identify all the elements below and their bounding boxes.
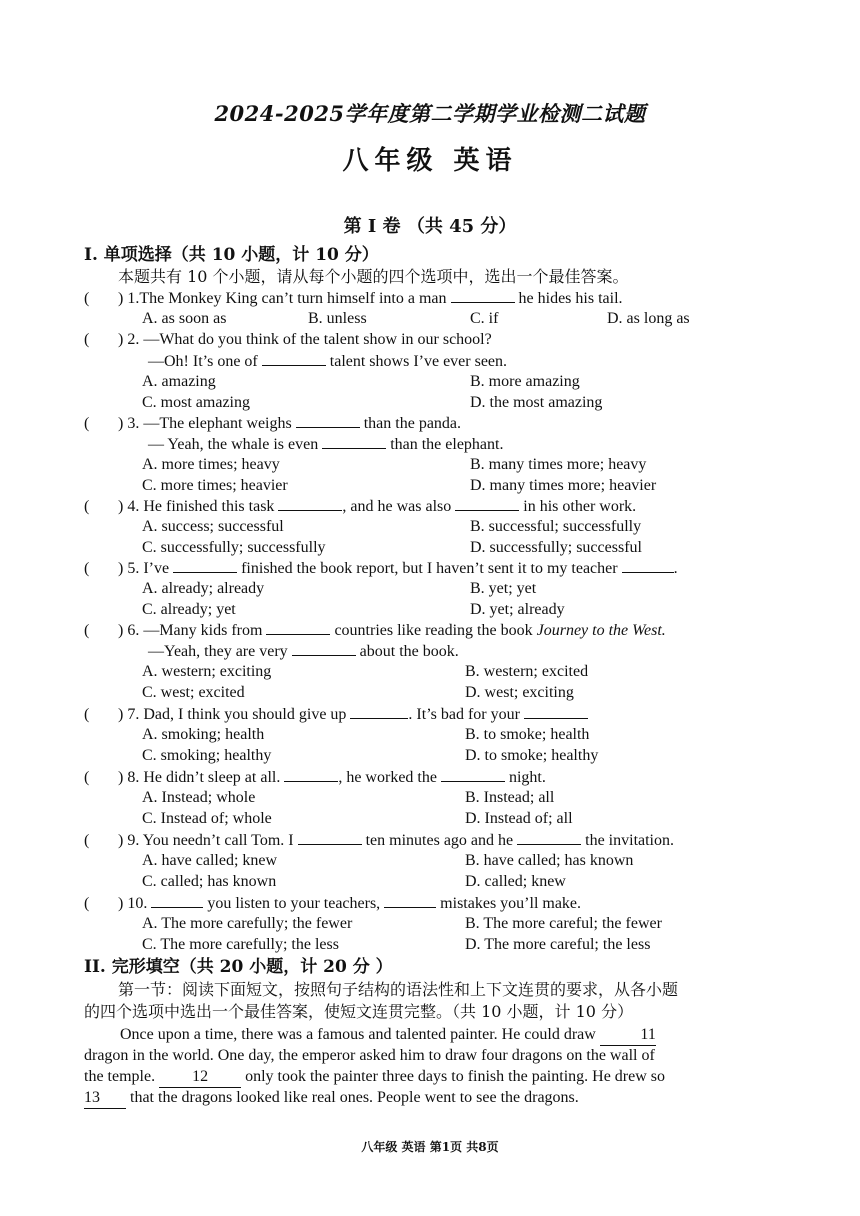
q8-option-b: B. Instead; all xyxy=(465,789,555,806)
exam-subtitle: 八年级 英语 xyxy=(342,146,518,176)
q3-option-d: D. many times more; heavier xyxy=(470,477,657,494)
question-1: ( ) 1.The Monkey King can’t turn himself into a man he hides his tail. xyxy=(84,290,623,307)
q2-option-a: A. amazing xyxy=(142,373,216,390)
q7-option-c: C. smoking; healthy xyxy=(142,747,272,764)
q7-option-b: B. to smoke; health xyxy=(465,726,590,743)
q8-option-a: A. Instead; whole xyxy=(142,789,256,806)
q3-option-a: A. more times; heavy xyxy=(142,456,280,473)
question-8: ( ) 8. He didn’t sleep at all. , he worked the night. xyxy=(84,769,546,786)
q1-option-d: D. as long as xyxy=(607,310,690,327)
section1-heading: I. 单项选择（共 10 小题，计 10 分） xyxy=(84,245,379,265)
q7-option-d: D. to smoke; healthy xyxy=(465,747,599,764)
q4-option-d: D. successfully; successful xyxy=(470,539,642,556)
exam-title: 2024-2025学年度第二学期学业检测二试题 xyxy=(214,101,646,126)
q7-option-a: A. smoking; health xyxy=(142,726,265,743)
question-2: ( ) 2. —What do you think of the talent show in our school? xyxy=(84,331,492,348)
question-10: ( ) 10. you listen to your teachers, mistakes you’ll make. xyxy=(84,895,582,912)
question-5: ( ) 5. I’ve finished the book report, but I haven’t sent it to my teacher . xyxy=(84,560,678,577)
q5-option-b: B. yet; yet xyxy=(470,580,537,597)
question-7: ( ) 7. Dad, I think you should give up . It’s bad for your xyxy=(84,704,588,725)
q4-option-b: B. successful; successfully xyxy=(470,518,642,535)
question-3-reply: — Yeah, the whale is even than the elephant. xyxy=(148,436,504,453)
blank-13: 13 xyxy=(84,1088,126,1109)
page-footer: 八年级 英语 第1页 共8页 xyxy=(361,1140,499,1154)
section2-instruction-1: 第一节：阅读下面短文，按照句子结构的语法性和上下文连贯的要求，从各小题 xyxy=(118,980,679,999)
q10-option-a: A. The more carefully; the fewer xyxy=(142,915,353,932)
question-6: ( ) 6. —Many kids from countries like reading the book Journey to the West. xyxy=(84,622,666,639)
q2-option-c: C. most amazing xyxy=(142,394,250,411)
q9-option-d: D. called; knew xyxy=(465,873,566,890)
section2-heading: II. 完形填空（共 20 小题，计 20 分 ） xyxy=(84,957,393,977)
q6-option-d: D. west; exciting xyxy=(465,684,574,701)
passage-line-1: Once upon a time, there was a famous and talented painter. He could draw 11 xyxy=(120,1025,656,1046)
q4-option-a: A. success; successful xyxy=(142,518,284,535)
q6-option-b: B. western; excited xyxy=(465,663,589,680)
section2-instruction-2: 的四个选项中选出一个最佳答案，使短文连贯完整。（共 10 小题，计 10 分） xyxy=(84,1002,634,1021)
q1-option-b: B. unless xyxy=(308,310,367,327)
q4-option-c: C. successfully; successfully xyxy=(142,539,326,556)
q10-option-d: D. The more careful; the less xyxy=(465,936,651,953)
blank-11: 11 xyxy=(600,1025,656,1046)
section1-instruction: 本题共有 10 个小题，请从每个小题的四个选项中，选出一个最佳答案。 xyxy=(118,267,629,286)
q8-option-d: D. Instead of; all xyxy=(465,810,573,827)
q5-option-d: D. yet; already xyxy=(470,601,565,618)
q9-option-b: B. have called; has known xyxy=(465,852,634,869)
question-2-reply: —Oh! It’s one of talent shows I’ve ever seen. xyxy=(148,353,508,370)
passage-line-4: 13 that the dragons looked like real ones. People went to see the dragons. xyxy=(84,1088,579,1109)
passage-line-3: the temple. 12 only took the painter three days to finish the painting. He drew so xyxy=(84,1067,665,1088)
q8-option-c: C. Instead of; whole xyxy=(142,810,272,827)
question-3: ( ) 3. —The elephant weighs than the panda. xyxy=(84,415,462,432)
q6-option-a: A. western; exciting xyxy=(142,663,272,680)
q5-option-c: C. already; yet xyxy=(142,601,236,618)
q3-option-b: B. many times more; heavy xyxy=(470,456,647,473)
q1-option-a: A. as soon as xyxy=(142,310,227,327)
q1-option-c: C. if xyxy=(470,310,499,327)
q9-option-c: C. called; has known xyxy=(142,873,277,890)
question-6-reply: —Yeah, they are very about the book. xyxy=(148,643,459,660)
q9-option-a: A. have called; knew xyxy=(142,852,278,869)
q5-option-a: A. already; already xyxy=(142,580,265,597)
blank-12: 12 xyxy=(159,1067,241,1088)
question-4: ( ) 4. He finished this task , and he was also in his other work. xyxy=(84,498,637,515)
q3-option-c: C. more times; heavier xyxy=(142,477,288,494)
question-9: ( ) 9. You needn’t call Tom. I ten minutes ago and he the invitation. xyxy=(84,832,674,849)
q10-option-b: B. The more careful; the fewer xyxy=(465,915,662,932)
q6-option-c: C. west; excited xyxy=(142,684,245,701)
volume-heading: 第 I 卷 （共 45 分） xyxy=(343,216,517,237)
q2-option-b: B. more amazing xyxy=(470,373,580,390)
q10-option-c: C. The more carefully; the less xyxy=(142,936,339,953)
q2-option-d: D. the most amazing xyxy=(470,394,603,411)
passage-line-2: dragon in the world. One day, the emperor asked him to draw four dragons on the wall of xyxy=(84,1047,655,1064)
